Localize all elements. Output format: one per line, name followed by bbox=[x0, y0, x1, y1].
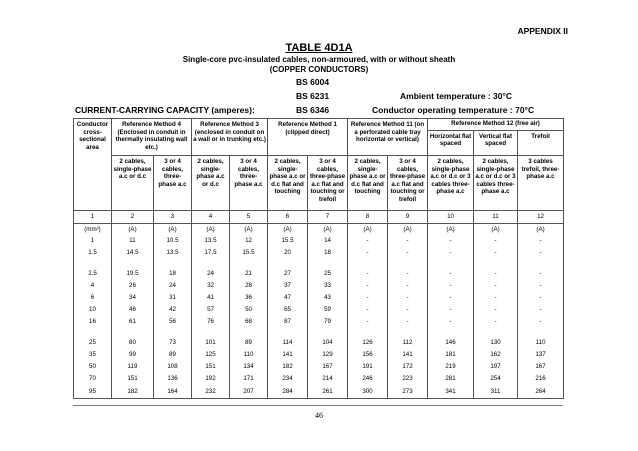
table-cell: - bbox=[428, 247, 474, 259]
table-row bbox=[74, 316, 564, 328]
table-cell: 125 bbox=[192, 349, 230, 361]
table-cell: 284 bbox=[268, 385, 308, 399]
header-sub: 2 cables, single-phase a.c or d.c bbox=[192, 156, 230, 211]
column-number-row bbox=[74, 211, 564, 224]
header-sub: 3 or 4 cables, three-phase a.c flat and touching or trefoil bbox=[388, 156, 428, 211]
table-cell: - bbox=[388, 268, 428, 280]
table-cell: 14 bbox=[308, 235, 348, 247]
table-cell: 15.5 bbox=[268, 235, 308, 247]
header-ref-method-12 bbox=[428, 119, 564, 156]
table-cell: 41 bbox=[192, 292, 230, 304]
table-cell: - bbox=[388, 280, 428, 292]
table-cell: 13.5 bbox=[154, 247, 192, 259]
table-cell: 167 bbox=[518, 361, 564, 373]
table-row bbox=[74, 385, 564, 399]
table-cell: 7 bbox=[308, 211, 348, 224]
table-cell: - bbox=[388, 316, 428, 328]
table-cell: 192 bbox=[192, 373, 230, 385]
table-cell: 141 bbox=[268, 349, 308, 361]
table-cell: 273 bbox=[388, 385, 428, 399]
table-cell: 70 bbox=[74, 373, 112, 385]
table-cell: 14.5 bbox=[112, 247, 154, 259]
table-cell: - bbox=[428, 316, 474, 328]
header-sub: 2 cables, single-phase a.c or d.c or 3 cables three-phase a.c bbox=[474, 156, 518, 211]
table-cell: 43 bbox=[308, 292, 348, 304]
table-cell: 16 bbox=[74, 316, 112, 328]
table-cell: 1 bbox=[74, 211, 112, 224]
table-row bbox=[74, 349, 564, 361]
header-row-arrangements bbox=[74, 156, 564, 211]
ampacity-table bbox=[73, 118, 564, 399]
table-cell: 214 bbox=[308, 373, 348, 385]
table-cell: 191 bbox=[348, 361, 388, 373]
table-row bbox=[74, 361, 564, 373]
table-cell: (A) bbox=[388, 224, 428, 236]
table-cell: - bbox=[474, 292, 518, 304]
table-cell: 110 bbox=[230, 349, 268, 361]
table-cell: 141 bbox=[388, 349, 428, 361]
table-cell: - bbox=[474, 316, 518, 328]
table-cell: 65 bbox=[268, 304, 308, 316]
table-cell: 232 bbox=[192, 385, 230, 399]
header-ref-method-1: Reference Method 1 (clipped direct) bbox=[268, 119, 348, 156]
table-row bbox=[74, 268, 564, 280]
table-cell: (A) bbox=[192, 224, 230, 236]
header-sub: 3 cables trefoil, three-phase a.c bbox=[518, 156, 564, 211]
table-cell: - bbox=[428, 235, 474, 247]
table-cell: 104 bbox=[308, 337, 348, 349]
table-cell: 171 bbox=[230, 373, 268, 385]
table-cell: 156 bbox=[348, 349, 388, 361]
table-cell: - bbox=[428, 268, 474, 280]
header-ref-method-3: Reference Method 3 (enclosed in conduit on a wall or in trunking etc.) bbox=[192, 119, 268, 156]
table-cell: 25 bbox=[308, 268, 348, 280]
table-cell: 126 bbox=[348, 337, 388, 349]
table-cell: 10.5 bbox=[154, 235, 192, 247]
capacity-label: CURRENT-CARRYING CAPACITY (amperes): bbox=[75, 105, 255, 115]
table-cell: 20 bbox=[268, 247, 308, 259]
table-cell: 50 bbox=[230, 304, 268, 316]
table-cell: 35 bbox=[74, 349, 112, 361]
header-ref-method-12-subcols bbox=[428, 131, 563, 155]
table-cell: - bbox=[388, 235, 428, 247]
table-cell: 68 bbox=[230, 316, 268, 328]
table-row bbox=[74, 337, 564, 349]
table-cell: 5 bbox=[230, 211, 268, 224]
table-cell: - bbox=[518, 316, 564, 328]
table-cell: 311 bbox=[474, 385, 518, 399]
table-cell: (A) bbox=[474, 224, 518, 236]
table-cell: 61 bbox=[112, 316, 154, 328]
table-cell: (A) bbox=[268, 224, 308, 236]
table-cell: 134 bbox=[230, 361, 268, 373]
appendix-label: APPENDIX II bbox=[517, 26, 568, 36]
table-cell: 24 bbox=[154, 280, 192, 292]
table-cell: - bbox=[428, 304, 474, 316]
table-cell: 4 bbox=[192, 211, 230, 224]
table-row bbox=[74, 235, 564, 247]
table-cell: 164 bbox=[154, 385, 192, 399]
table-cell: 261 bbox=[308, 385, 348, 399]
table-cell: 80 bbox=[112, 337, 154, 349]
header-sub: 3 or 4 cables, three-phase a.c flat and touching or trefoil bbox=[308, 156, 348, 211]
header-sub: 2 cables, single-phase a.c or d.c bbox=[112, 156, 154, 211]
table-cell: 46 bbox=[112, 304, 154, 316]
table-cell: 27 bbox=[268, 268, 308, 280]
table-cell: - bbox=[474, 247, 518, 259]
table-cell: 36 bbox=[230, 292, 268, 304]
table-cell: 101 bbox=[192, 337, 230, 349]
table-cell: 6 bbox=[268, 211, 308, 224]
table-cell: 114 bbox=[268, 337, 308, 349]
table-cell: 162 bbox=[474, 349, 518, 361]
table-cell: - bbox=[518, 304, 564, 316]
table-cell: - bbox=[518, 247, 564, 259]
header-trefoil: Trefoil bbox=[531, 132, 550, 140]
table-cell: 31 bbox=[154, 292, 192, 304]
spacer-row bbox=[74, 328, 564, 337]
table-cell: 33 bbox=[308, 280, 348, 292]
table-cell: 18 bbox=[154, 268, 192, 280]
table-cell: 15.5 bbox=[230, 247, 268, 259]
table-cell: 264 bbox=[518, 385, 564, 399]
table-cell: (A) bbox=[428, 224, 474, 236]
table-cell: 216 bbox=[518, 373, 564, 385]
table-cell: (A) bbox=[348, 224, 388, 236]
table-cell: 21 bbox=[230, 268, 268, 280]
rows-group-3 bbox=[74, 337, 564, 399]
table-cell: (A) bbox=[308, 224, 348, 236]
table-cell: 182 bbox=[112, 385, 154, 399]
table-cell: 146 bbox=[428, 337, 474, 349]
table-cell: 108 bbox=[154, 361, 192, 373]
header-sub: 2 cables, single-phase a.c or d.c or 3 cables three-phase a.c bbox=[428, 156, 474, 211]
table-cell: - bbox=[348, 280, 388, 292]
table-cell: - bbox=[348, 304, 388, 316]
table-cell: 87 bbox=[268, 316, 308, 328]
table-cell: 219 bbox=[428, 361, 474, 373]
table-cell: - bbox=[518, 292, 564, 304]
header-sub: 3 or 4 cables, three-phase a.c bbox=[154, 156, 192, 211]
table-cell: (mm²) bbox=[74, 224, 112, 236]
table-cell: 3 bbox=[154, 211, 192, 224]
table-cell: (A) bbox=[518, 224, 564, 236]
table-cell: - bbox=[518, 235, 564, 247]
table-cell: - bbox=[518, 280, 564, 292]
table-cell: 119 bbox=[112, 361, 154, 373]
table-cell: 136 bbox=[154, 373, 192, 385]
table-cell: 129 bbox=[308, 349, 348, 361]
table-cell: 4 bbox=[74, 280, 112, 292]
table-cell: - bbox=[348, 268, 388, 280]
table-cell: 57 bbox=[192, 304, 230, 316]
table-row bbox=[74, 304, 564, 316]
subtitle-cable-type: Single-core pvc-insulated cables, non-armoured, with or without sheath bbox=[182, 55, 456, 64]
table-cell: 12 bbox=[230, 235, 268, 247]
table-cell: - bbox=[518, 268, 564, 280]
table-cell: 73 bbox=[154, 337, 192, 349]
table-cell: 151 bbox=[192, 361, 230, 373]
table-cell: - bbox=[348, 235, 388, 247]
table-cell: 6 bbox=[74, 292, 112, 304]
table-cell: 254 bbox=[474, 373, 518, 385]
table-cell: 341 bbox=[428, 385, 474, 399]
page-number: 46 bbox=[315, 411, 323, 420]
table-cell: 9 bbox=[388, 211, 428, 224]
header-vertical-flat: Vertical flat spaced bbox=[474, 131, 518, 155]
table-cell: 12 bbox=[518, 211, 564, 224]
table-cell: - bbox=[428, 280, 474, 292]
standard-bs6004: BS 6004 bbox=[296, 77, 330, 87]
table-cell: 1.5 bbox=[74, 247, 112, 259]
table-cell: 110 bbox=[518, 337, 564, 349]
table-cell: 79 bbox=[308, 316, 348, 328]
table-cell: 2.5 bbox=[74, 268, 112, 280]
table-cell: 172 bbox=[388, 361, 428, 373]
table-cell: 137 bbox=[518, 349, 564, 361]
table-cell: - bbox=[348, 247, 388, 259]
subtitle-conductor: (COPPER CONDUCTORS) bbox=[269, 65, 369, 74]
table-cell: 17.5 bbox=[192, 247, 230, 259]
table-cell: 10 bbox=[428, 211, 474, 224]
table-cell: 11 bbox=[474, 211, 518, 224]
table-cell: 47 bbox=[268, 292, 308, 304]
unit-row bbox=[74, 224, 564, 236]
table-cell: 32 bbox=[192, 280, 230, 292]
table-cell: 197 bbox=[474, 361, 518, 373]
footer-divider bbox=[73, 405, 563, 406]
table-cell: 8 bbox=[348, 211, 388, 224]
table-cell: - bbox=[388, 247, 428, 259]
table-cell: (A) bbox=[112, 224, 154, 236]
table-row bbox=[74, 280, 564, 292]
table-cell: (A) bbox=[230, 224, 268, 236]
table-row bbox=[74, 247, 564, 259]
table-cell: 151 bbox=[112, 373, 154, 385]
table-cell: 34 bbox=[112, 292, 154, 304]
header-sub: 2 cables, single-phase a.c or d.c flat and touching bbox=[348, 156, 388, 211]
table-cell: 95 bbox=[74, 385, 112, 399]
table-cell: 207 bbox=[230, 385, 268, 399]
table-cell: 246 bbox=[348, 373, 388, 385]
table-cell: 56 bbox=[154, 316, 192, 328]
table-cell: - bbox=[348, 316, 388, 328]
table-cell: - bbox=[388, 292, 428, 304]
table-cell: 37 bbox=[268, 280, 308, 292]
table-cell: 234 bbox=[268, 373, 308, 385]
table-row bbox=[74, 373, 564, 385]
table-cell: 42 bbox=[154, 304, 192, 316]
spacer-row bbox=[74, 259, 564, 268]
table-cell: 11 bbox=[112, 235, 154, 247]
table-cell: 50 bbox=[74, 361, 112, 373]
table-cell: 18 bbox=[308, 247, 348, 259]
header-row-methods bbox=[74, 119, 564, 156]
header-ref-method-4: Reference Method 4 (Enclosed in conduit in thermally insulating wall etc.) bbox=[112, 119, 192, 156]
ambient-temperature: Ambient temperature : 30°C bbox=[400, 91, 513, 101]
standard-bs6346: BS 6346 bbox=[296, 105, 330, 115]
table-cell: 2 bbox=[112, 211, 154, 224]
table-cell: - bbox=[348, 292, 388, 304]
table-cell: 300 bbox=[348, 385, 388, 399]
table-cell: 167 bbox=[308, 361, 348, 373]
table-cell: 281 bbox=[428, 373, 474, 385]
table-cell: 89 bbox=[230, 337, 268, 349]
table-cell: - bbox=[474, 235, 518, 247]
table-cell: 19.5 bbox=[112, 268, 154, 280]
table-cell: 89 bbox=[154, 349, 192, 361]
header-conductor: Conductor cross-sectional area bbox=[74, 119, 112, 211]
table-cell: 112 bbox=[388, 337, 428, 349]
table-cell: 99 bbox=[112, 349, 154, 361]
table-cell: 1 bbox=[74, 235, 112, 247]
rows-group-2 bbox=[74, 268, 564, 328]
table-cell: - bbox=[428, 292, 474, 304]
table-cell: 76 bbox=[192, 316, 230, 328]
table-title: TABLE 4D1A bbox=[285, 42, 353, 54]
header-horizontal-flat: Horizontal flat spaced bbox=[428, 131, 474, 155]
table-cell: 24 bbox=[192, 268, 230, 280]
table-cell: 182 bbox=[268, 361, 308, 373]
table-cell: (A) bbox=[154, 224, 192, 236]
table-row bbox=[74, 292, 564, 304]
table-cell: 28 bbox=[230, 280, 268, 292]
table-cell: 26 bbox=[112, 280, 154, 292]
table-cell: 25 bbox=[74, 337, 112, 349]
table-cell: 181 bbox=[428, 349, 474, 361]
table-cell: 13.5 bbox=[192, 235, 230, 247]
header-ref-method-12-title: Reference Method 12 (free air) bbox=[428, 119, 563, 131]
table-cell: - bbox=[474, 280, 518, 292]
table-cell: 223 bbox=[388, 373, 428, 385]
table-cell: 59 bbox=[308, 304, 348, 316]
header-sub: 2 cables, single-phase a.c or d.c flat and touching bbox=[268, 156, 308, 211]
operating-temperature: Conductor operating temperature : 70°C bbox=[372, 105, 535, 115]
table-cell: 130 bbox=[474, 337, 518, 349]
table-cell: - bbox=[474, 304, 518, 316]
table-cell: 10 bbox=[74, 304, 112, 316]
table-cell: - bbox=[388, 304, 428, 316]
header-sub: 3 or 4 cables, three-phase a.c bbox=[230, 156, 268, 211]
rows-group-1 bbox=[74, 235, 564, 259]
standard-bs6231: BS 6231 bbox=[296, 91, 330, 101]
table-cell: - bbox=[474, 268, 518, 280]
header-ref-method-11: Reference Method 11 (on a perforated cable tray horizontal or vertical) bbox=[348, 119, 428, 156]
